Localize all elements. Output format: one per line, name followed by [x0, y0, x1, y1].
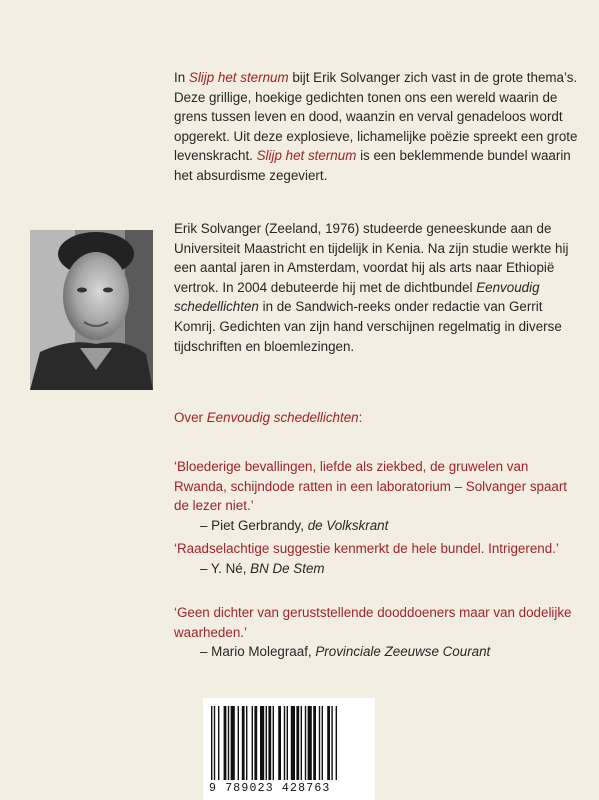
quote-publication: Provinciale Zeeuwse Courant [315, 644, 491, 660]
reviews-heading-book: Eenvoudig schedellichten [206, 410, 359, 425]
quote-source [174, 516, 584, 536]
blurb-text: is een beklemmende bundel waarin het absurdisme zegeviert. [174, 148, 571, 183]
author-photo [30, 230, 153, 390]
bio-text: in de Sandwich-reeks onder redactie van Gerrit Komrij. Gedichten van zijn hand verschijnen regelmatig in diverse tijdschriften en bloemlezingen. [174, 299, 562, 354]
quote-publication: BN De Stem [250, 560, 325, 576]
barcode [203, 698, 375, 800]
quote-source [174, 559, 584, 579]
debut-title: Eenvoudig schedellichten [174, 279, 540, 315]
quote-author: – Mario Molegraaf, [200, 644, 316, 660]
quote-text: ‘Geen dichter van geruststellende dooddoeners maar van dodelijke waarheden.’ [174, 605, 572, 640]
quote-text: ‘Raadselachtige suggestie kenmerkt de hele bundel. Intrigerend.’ [174, 541, 559, 556]
blurb-text: In [174, 70, 189, 85]
author-bio [174, 219, 584, 356]
barcode-icon [211, 706, 367, 780]
reviews-heading [174, 408, 584, 428]
quote-text: ‘Bloederige bevallingen, liefde als ziekbed, de gruwelen van Rwanda, schijndode ratten in een laboratorium – Solvanger spaart de lezer niet.’ [174, 459, 568, 514]
quote-source [174, 642, 584, 662]
author-portrait-icon [30, 230, 153, 390]
quote-author: – Y. Né, [200, 560, 251, 576]
review-quote [174, 457, 584, 535]
review-quote [174, 539, 584, 578]
blurb-paragraph [174, 68, 584, 186]
isbn-digits: 9 789023 428763 [209, 782, 331, 795]
review-quote [174, 603, 584, 662]
quote-publication: de Volkskrant [307, 517, 389, 533]
bio-text: Erik Solvanger (Zeeland, 1976) studeerde geneeskunde aan de Universiteit Maastricht en tijdelijk in Kenia. Na zijn studie werkte hij een aantal jaren in Amsterdam, voordat hij als arts naar Ethiopië vertrok. In 2004 debuteerde hij met de dichtbundel [174, 221, 569, 295]
quote-author: – Piet Gerbrandy, [200, 517, 308, 533]
blurb-text: bijt Erik Solvanger zich vast in de grote thema’s. Deze grillige, hoekige gedichten tonen ons een wereld waarin de grens tussen leven en dood, waanzin en verval genadeloos wordt opgerekt. Uit deze explosieve, lichamelijke poëzie spreekt een grote levenskracht. [174, 70, 578, 164]
book-title: Slijp het sternum [188, 70, 289, 85]
book-title: Slijp het sternum [256, 148, 357, 164]
reviews-heading-suffix: : [358, 410, 363, 425]
reviews-heading-prefix: Over [174, 410, 207, 425]
